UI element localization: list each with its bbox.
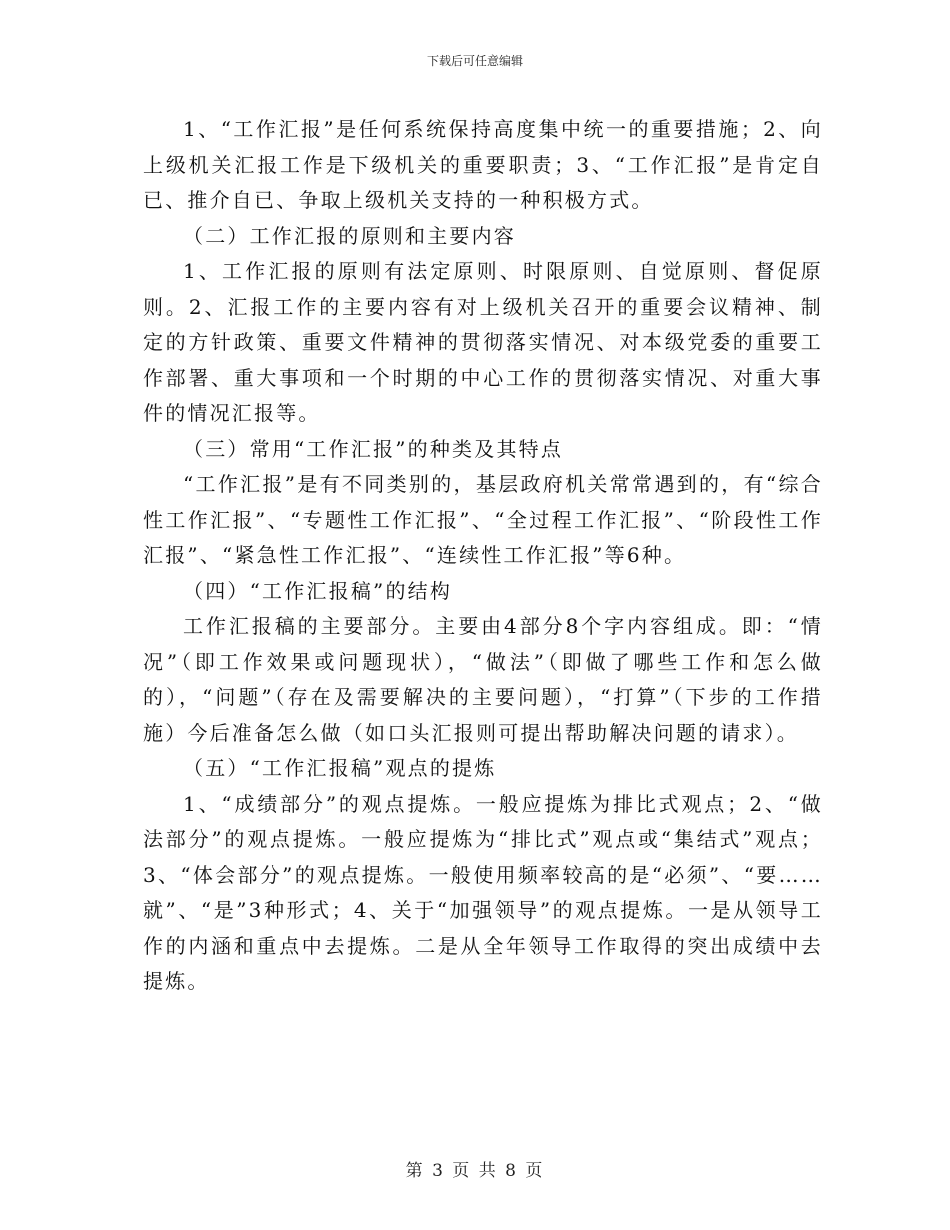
section-heading: （四）“工作汇报稿”的结构 <box>183 578 453 603</box>
section-heading: （三）常用“工作汇报”的种类及其特点 <box>183 436 564 461</box>
section-heading: （二）工作汇报的原则和主要内容 <box>183 223 516 248</box>
paragraph: 工作汇报稿的主要部分。主要由4部分8个字内容组成。即：“情况”（即工作效果或问题现状），“做法”（即做了哪些工作和怎么做的），“问题”（存在及需要解决的主要问题），“打算”（下步的工作措施）今后准备怎么做（如口头汇报则可提出帮助解决问题的请求）。 <box>143 614 823 745</box>
page-header: 下载后可任意编辑 <box>426 54 523 68</box>
paragraph: 1、工作汇报的原则有法定原则、时限原则、自觉原则、督促原则。2、汇报工作的主要内容有对上级机关召开的重要会议精神、制定的方针政策、重要文件精神的贯彻落实情况、对本级党委的重要工作部署、重大事项和一个时期的中心工作的贯彻落实情况、对重大事件的情况汇报等。 <box>143 259 823 425</box>
paragraph: 1、“工作汇报”是任何系统保持高度集中统一的重要措施；2、向上级机关汇报工作是下级机关的重要职责；3、“工作汇报”是肯定自已、推介自已、争取上级机关支持的一种积极方式。 <box>143 117 823 212</box>
paragraph: 1、“成绩部分”的观点提炼。一般应提炼为排比式观点；2、“做法部分”的观点提炼。一般应提炼为“排比式”观点或“集结式”观点；3、“体会部分”的观点提炼。一般使用频率较高的是“必须”、“要……就”、“是”3种形式；4、关于“加强领导”的观点提炼。一是从领导工作的内涵和重点中去提炼。二是从全年领导工作取得的突出成绩中去提炼。 <box>143 791 823 993</box>
paragraph: “工作汇报”是有不同类别的，基层政府机关常常遇到的，有“综合性工作汇报”、“专题性工作汇报”、“全过程工作汇报”、“阶段性工作汇报”、“紧急性工作汇报”、“连续性工作汇报”等6种。 <box>143 472 823 567</box>
page-footer: 第 3 页 共 8 页 <box>405 1161 545 1181</box>
document-body <box>143 112 823 1000</box>
section-heading: （五）“工作汇报稿”观点的提炼 <box>183 756 497 780</box>
